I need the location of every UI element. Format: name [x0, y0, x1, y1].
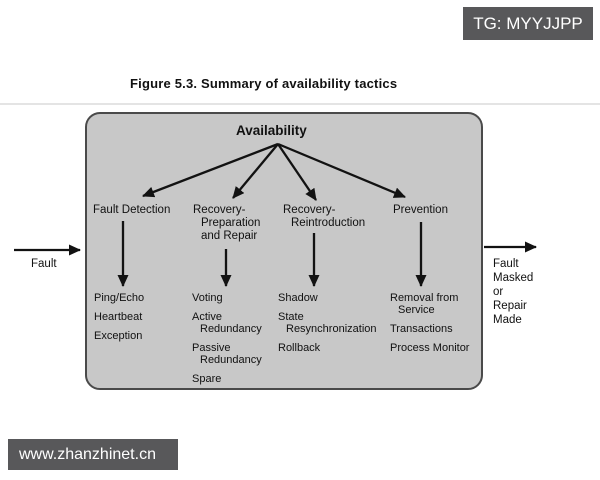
tactics-list-prevention	[390, 292, 469, 361]
tactic-line: Redundancy	[200, 323, 262, 335]
tactic-ping-echo	[94, 292, 144, 304]
watermark-badge-bottom-left: www.zhanzhinet.cn	[8, 439, 178, 470]
faint-divider-line	[0, 103, 600, 105]
tactic-rollback	[278, 342, 377, 354]
tactic-line: Removal from	[390, 292, 459, 304]
category-recovery-preparation-and-repair	[193, 204, 260, 243]
tactic-line: Ping/Echo	[94, 292, 145, 304]
output-label-line: or	[493, 286, 504, 298]
category-label-line: and Repair	[201, 230, 258, 242]
output-label-line: Repair	[493, 300, 527, 312]
category-label-line: Recovery-	[193, 204, 246, 216]
figure-caption: Figure 5.3. Summary of availability tactics	[130, 76, 398, 91]
tactic-voting	[192, 292, 262, 304]
tactic-line: Voting	[192, 292, 223, 304]
tactic-transactions	[390, 323, 469, 335]
tactic-state-resynchronization	[278, 311, 377, 335]
category-label-line: Preparation	[201, 217, 261, 229]
category-label-line: Fault Detection	[93, 204, 171, 216]
tactic-line: Passive	[192, 342, 231, 354]
tactic-line: Spare	[192, 373, 222, 385]
tactic-shadow	[278, 292, 377, 304]
category-label-line: Prevention	[393, 204, 448, 216]
tactic-line: State	[278, 311, 304, 323]
output-label-line: Masked	[493, 272, 534, 284]
tactic-line: Service	[398, 304, 435, 316]
tactic-line: Heartbeat	[94, 311, 143, 323]
watermark-badge-top-right: TG: MYYJJPP	[463, 7, 593, 40]
tactic-line: Rollback	[278, 342, 321, 354]
category-label-line: Recovery-	[283, 204, 336, 216]
tactic-line: Resynchronization	[286, 323, 377, 335]
tactics-list-recovery-preparation	[192, 292, 262, 392]
category-prevention	[393, 204, 448, 217]
tactic-line: Exception	[94, 330, 143, 342]
tactics-list-recovery-reintroduction	[278, 292, 377, 361]
tactics-list-fault-detection	[94, 292, 144, 349]
fault-output-label	[493, 257, 533, 327]
tactic-spare	[192, 373, 262, 385]
category-label-line: Reintroduction	[291, 217, 366, 229]
category-recovery-reintroduction	[283, 204, 365, 230]
root-node-availability: Availability	[236, 123, 307, 138]
tactic-removal-from-service	[390, 292, 469, 316]
tactic-process-monitor	[390, 342, 469, 354]
tactic-line: Shadow	[278, 292, 318, 304]
tactic-exception	[94, 330, 144, 342]
fault-input-label: Fault	[31, 258, 57, 270]
category-fault-detection	[93, 204, 170, 217]
output-label-line: Made	[493, 314, 522, 326]
tactic-line: Active	[192, 311, 222, 323]
output-label-line: Fault	[493, 258, 519, 270]
tactic-line: Process Monitor	[390, 342, 470, 354]
tactic-active-redundancy	[192, 311, 262, 335]
tactic-heartbeat	[94, 311, 144, 323]
tactic-line: Transactions	[390, 323, 453, 335]
tactic-line: Redundancy	[200, 354, 262, 366]
tactic-passive-redundancy	[192, 342, 262, 366]
